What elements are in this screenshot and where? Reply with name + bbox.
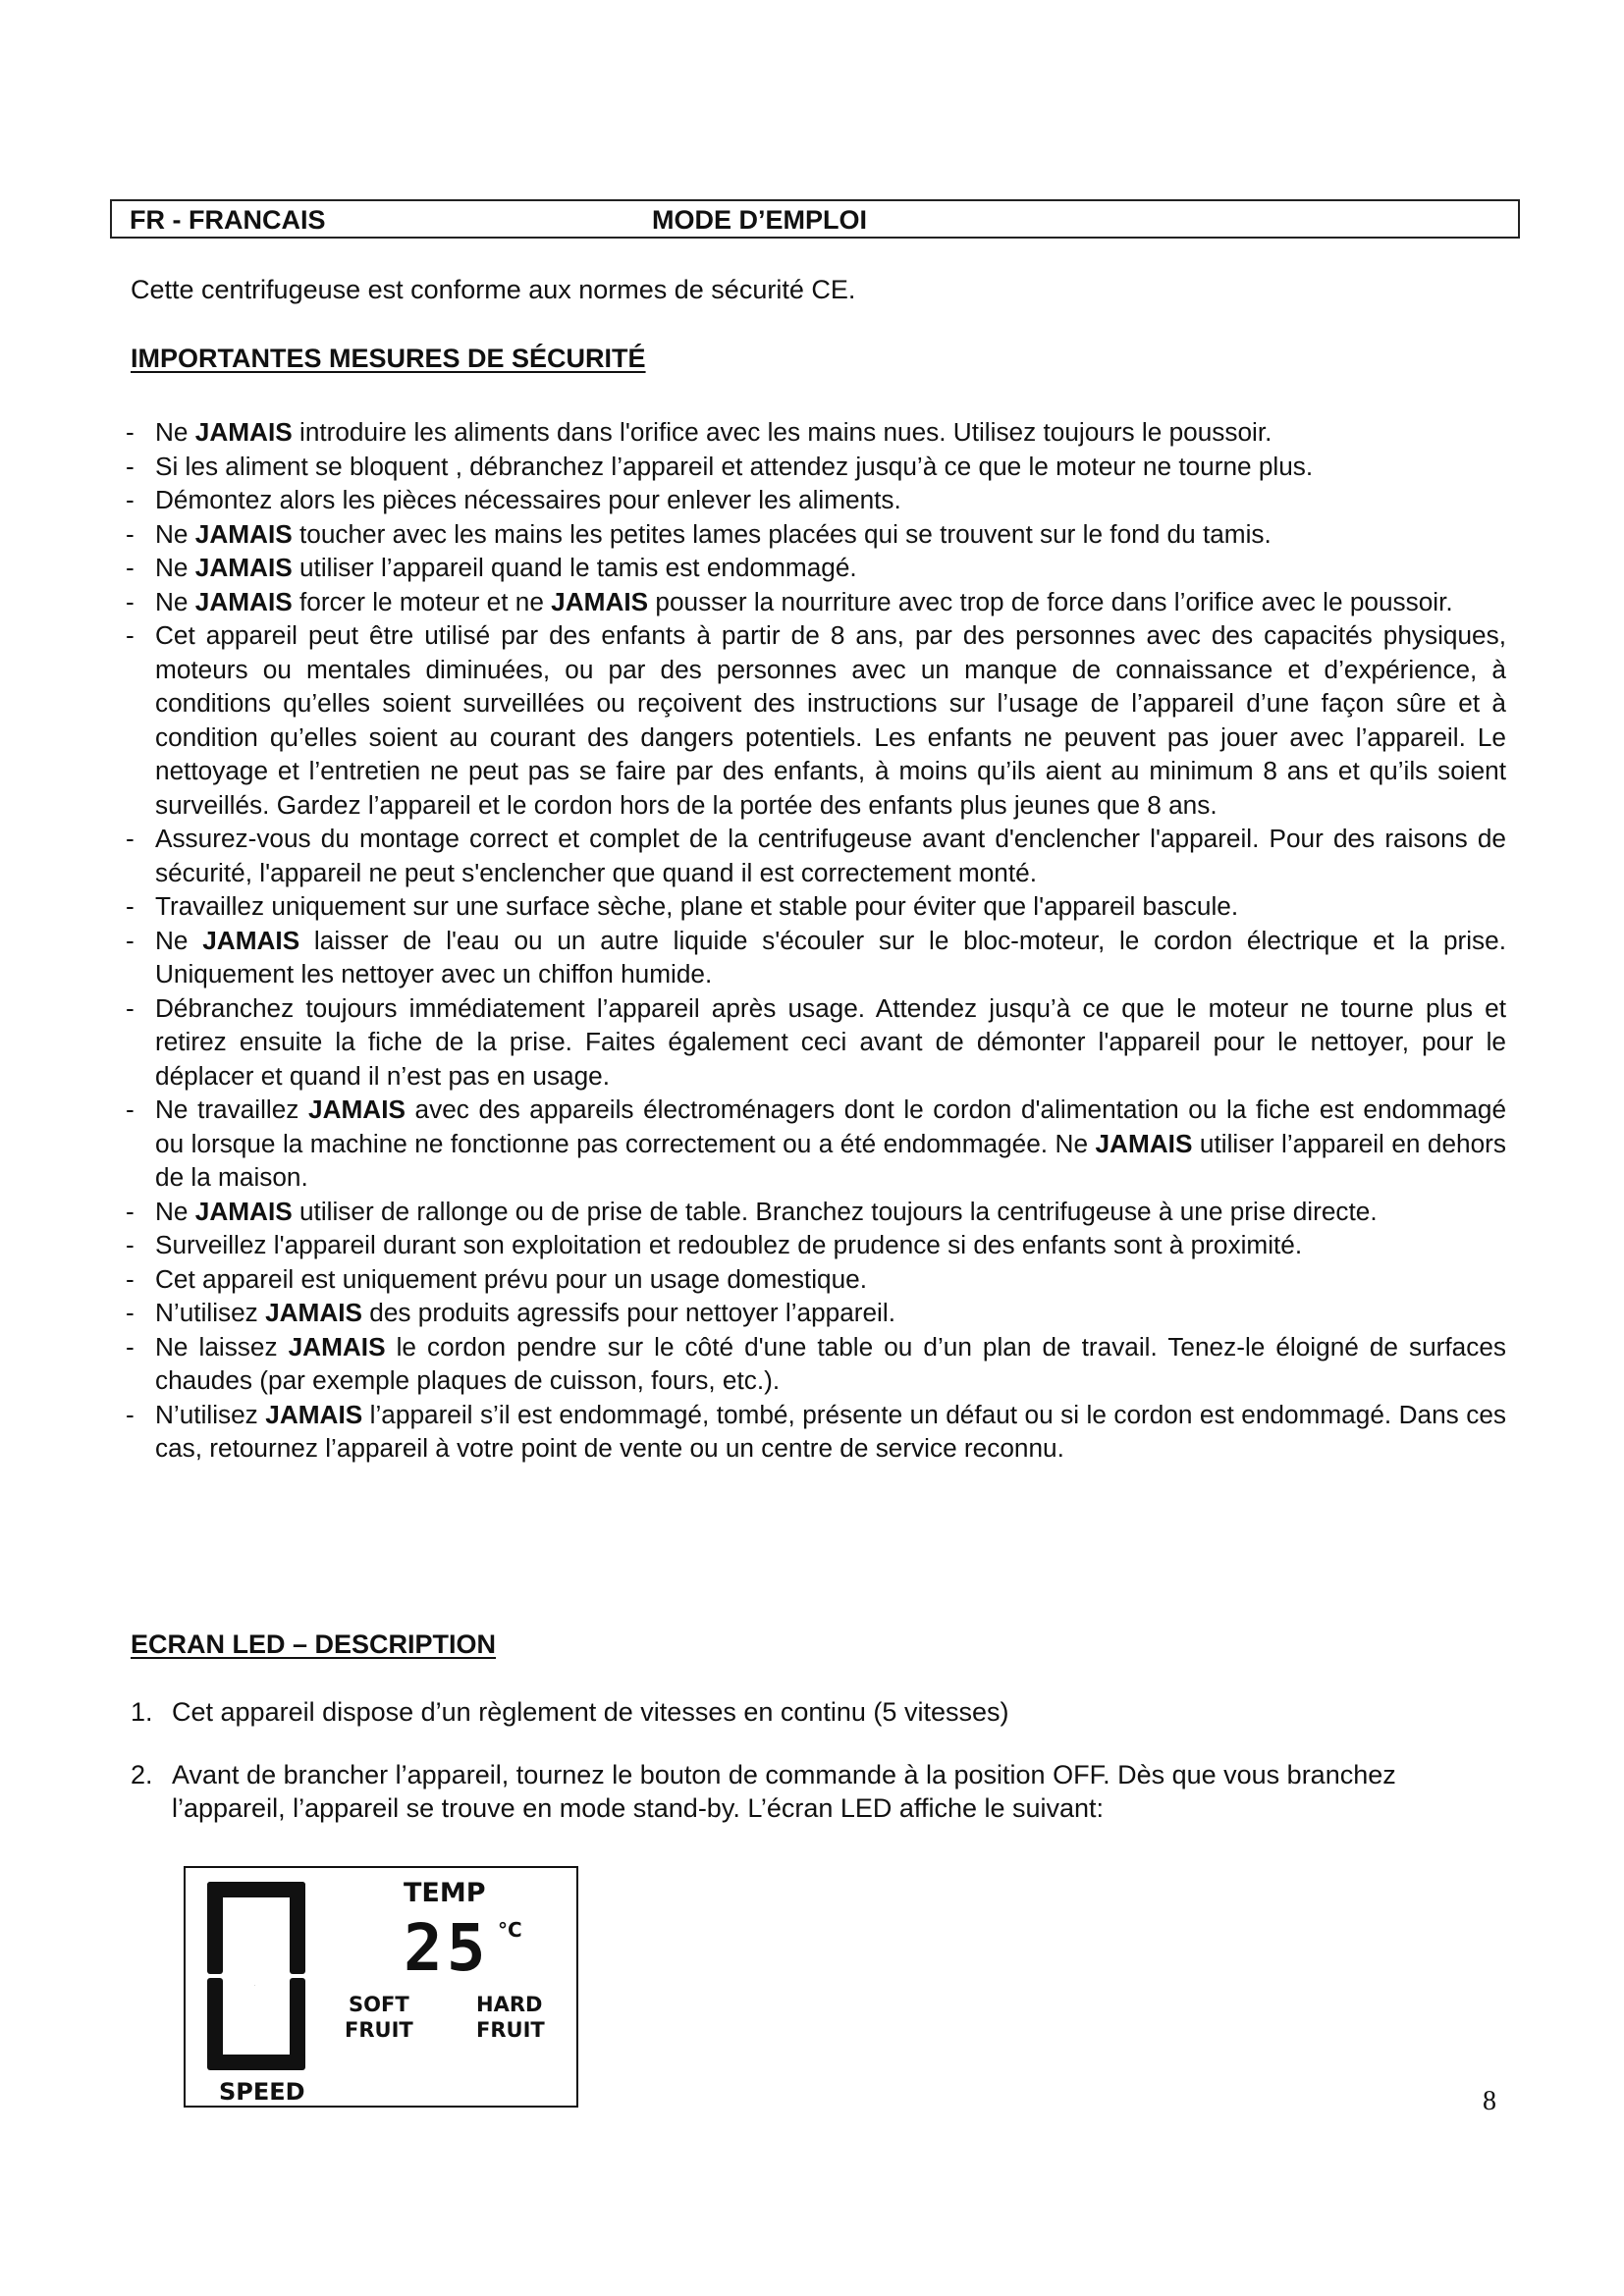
emphasis-text: JAMAIS [194, 586, 293, 616]
item-text: laisser de l'eau ou un autre liquide s'écouler sur le bloc-moteur, le cordon électrique et la prise. Uniquement les nettoyer avec un chiffon humide. [155, 925, 1506, 988]
item-text: Travaillez uniquement sur une surface sèche, plane et stable pour éviter que l'appareil bascule. [155, 891, 1239, 921]
temp-unit: °C [498, 1918, 522, 1942]
bullet-dash: - [126, 518, 135, 549]
safety-item [124, 924, 1506, 991]
item-text: Ne [155, 417, 195, 447]
item-text: avec des appareils électroménagers dont le cordon d'alimentation ou la fiche est endommagé ou lorsque la machine ne fonctionne pas correctement ou a été endommagée. Ne [155, 1095, 1507, 1158]
header-box [110, 199, 1520, 239]
item-text: utiliser l’appareil quand le tamis est endommagé. [292, 553, 857, 582]
safety-item [124, 1296, 1506, 1330]
bullet-dash: - [126, 485, 135, 514]
item-text: Cet appareil peut être utilisé par des enfants à partir de 8 ans, par des personnes avec des capacités physiques, moteurs ou mentales diminuées, ou par des personnes avec un manque de connaissance et d’expérience, à conditions qu’elles soient surveillées ou reçoivent des instructions sur l’usage de l’appareil d’une façon sûre et à condition qu’elles soient au courant des dangers potentiels. Les enfants ne peuvent pas jouer avec l’appareil. Le nettoyage et l’entretien ne peut pas se faire par des enfants, à moins qu’ils aient au minimum 8 ans et qu’ils soient surveillés. Gardez l’appareil et le cordon hors de la portée des enfants plus jeunes que 8 ans. [155, 620, 1506, 820]
safety-item [124, 1195, 1506, 1229]
item-text: des produits agressifs pour nettoyer l’appareil. [362, 1298, 895, 1327]
led-section-title: ECRAN LED – DESCRIPTION [131, 1629, 497, 1659]
item-text: le cordon pendre sur le côté d'une table ou d’un plan de travail. Tenez-le éloigné de surfaces chaudes (par exemple plaques de cuisson, fours, etc.). [155, 1331, 1506, 1395]
emphasis-text: JAMAIS [308, 1095, 406, 1124]
emphasis-text: JAMAIS [194, 553, 293, 582]
led-display [184, 1866, 578, 2108]
item-text: introduire les aliments dans l'orifice avec les mains nues. Utilisez toujours le poussoir. [292, 417, 1272, 447]
safety-item [124, 551, 1506, 585]
emphasis-text: JAMAIS [551, 586, 649, 616]
soft-label-line2: FRUIT [345, 2018, 413, 2042]
item-text: toucher avec les mains les petites lames placées qui se trouvent sur le fond du tamis. [292, 518, 1272, 549]
emphasis-text: JAMAIS [265, 1298, 363, 1327]
led-steps [131, 1695, 1407, 1825]
item-text: Ne [155, 553, 195, 582]
hard-label-line1: HARD [476, 1993, 543, 2016]
header-title: MODE D’EMPLOI [652, 205, 868, 235]
intro-text: Cette centrifugeuse est conforme aux normes de sécurité CE. [131, 275, 856, 304]
emphasis-text: JAMAIS [265, 1399, 363, 1429]
item-text: utiliser de rallonge ou de prise de table. Branchez toujours la centrifugeuse à une prise directe. [292, 1196, 1378, 1226]
emphasis-text: JAMAIS [194, 518, 293, 549]
bullet-dash: - [126, 1230, 135, 1259]
safety-item [124, 889, 1506, 924]
speed-digit: 0 [254, 1986, 255, 1987]
safety-item [124, 618, 1506, 822]
item-text: Ne travaillez [155, 1095, 308, 1124]
led-display-graphic [186, 1868, 576, 2106]
item-text: Ne [155, 1196, 195, 1226]
item-text: Assurez-vous du montage correct et complet de la centrifugeuse avant d'enclencher l'appareil. Pour des raisons de sécurité, l'appareil ne peut s'enclencher que quand il est correctement monté. [155, 824, 1506, 887]
safety-item [124, 1398, 1506, 1466]
safety-item [124, 517, 1506, 552]
emphasis-text: JAMAIS [288, 1331, 386, 1362]
safety-item [124, 483, 1506, 517]
page-number: 8 [1483, 2086, 1496, 2116]
bullet-dash: - [126, 451, 135, 481]
safety-item [124, 1093, 1506, 1195]
step-item [131, 1695, 1407, 1729]
emphasis-text: JAMAIS [202, 925, 300, 955]
item-text: N’utilisez [155, 1298, 266, 1327]
safety-item [124, 822, 1506, 889]
item-text: forcer le moteur et ne [292, 586, 552, 616]
item-text: Ne laissez [155, 1331, 289, 1362]
step-text: Cet appareil dispose d’un règlement de vitesses en continu (5 vitesses) [172, 1697, 1009, 1727]
item-text: N’utilisez [155, 1399, 266, 1429]
speed-digit-segments [207, 1882, 305, 2070]
hard-label-line2: FRUIT [476, 2018, 545, 2042]
safety-item [124, 1262, 1506, 1297]
safety-item [124, 415, 1506, 450]
bullet-dash: - [126, 1399, 135, 1429]
bullet-dash: - [126, 925, 135, 955]
safety-item [124, 585, 1506, 619]
emphasis-text: JAMAIS [1095, 1128, 1193, 1158]
speed-label: SPEED [219, 2078, 305, 2106]
bullet-dash: - [126, 1095, 135, 1124]
item-text: Cet appareil est uniquement prévu pour un usage domestique. [155, 1263, 867, 1294]
item-text: Ne [155, 518, 195, 549]
bullet-dash: - [126, 1298, 135, 1327]
bullet-dash: - [126, 992, 135, 1023]
bullet-dash: - [126, 891, 135, 921]
item-text: Débranchez toujours immédiatement l’appareil après usage. Attendez jusqu’à ce que le moteur ne tourne plus et retirez ensuite la fiche de la prise. Faites également ceci avant de démonter l'appareil pour le nettoyer, pour le déplacer et quand il n’est pas en usage. [155, 992, 1506, 1091]
item-text: l’appareil s’il est endommagé, tombé, présente un défaut ou si le cordon est endommagé. Dans ces cas, retournez l’appareil à votre point de vente ou un centre de service reconnu. [155, 1399, 1506, 1463]
temp-value: 25 [404, 1910, 490, 1986]
step-item [131, 1758, 1407, 1825]
bullet-dash: - [126, 620, 135, 650]
bullet-dash: - [126, 1263, 135, 1294]
item-text: Démontez alors les pièces nécessaires pour enlever les aliments. [155, 485, 901, 514]
bullet-dash: - [126, 1331, 135, 1362]
safety-item [124, 1228, 1506, 1262]
bullet-dash: - [126, 417, 135, 447]
bullet-dash: - [126, 1196, 135, 1226]
emphasis-text: JAMAIS [194, 1196, 293, 1226]
item-text: utiliser l’appareil en dehors de la maison. [155, 1128, 1506, 1192]
step-number: 2. [131, 1760, 153, 1789]
item-text: pousser la nourriture avec trop de force dans l’orifice avec le poussoir. [648, 586, 1453, 616]
safety-item [124, 1330, 1506, 1398]
step-text: Avant de brancher l’appareil, tournez le bouton de commande à la position OFF. Dès que vous branchez l’appareil, l’appareil se trouve en mode stand-by. L’écran LED affiche le suivant: [172, 1760, 1396, 1823]
item-text: Si les aliment se bloquent , débranchez l’appareil et attendez jusqu’à ce que le moteur ne tourne plus. [155, 451, 1314, 481]
safety-list [124, 415, 1506, 1466]
step-number: 1. [131, 1697, 153, 1727]
emphasis-text: JAMAIS [194, 417, 293, 447]
item-text: Ne [155, 925, 203, 955]
bullet-dash: - [126, 824, 135, 853]
header-language: FR - FRANCAIS [130, 205, 326, 235]
bullet-dash: - [126, 553, 135, 582]
temp-label: TEMP [404, 1878, 486, 1908]
safety-item [124, 450, 1506, 484]
safety-section-title: IMPORTANTES MESURES DE SÉCURITÉ [131, 344, 646, 373]
soft-label-line1: SOFT [349, 1993, 409, 2016]
item-text: Surveillez l'appareil durant son exploitation et redoublez de prudence si des enfants sont à proximité. [155, 1230, 1303, 1259]
item-text: Ne [155, 586, 195, 616]
safety-item [124, 991, 1506, 1094]
bullet-dash: - [126, 586, 135, 616]
